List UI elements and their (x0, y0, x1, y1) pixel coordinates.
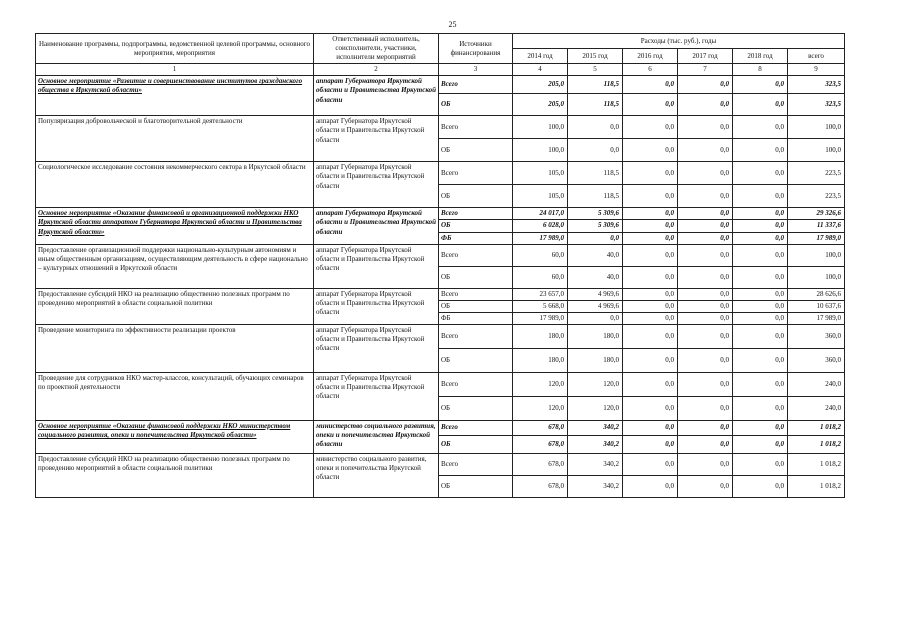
activity-row (36, 372, 845, 396)
expense-value: 340,2 (568, 475, 623, 497)
column-index-row (36, 64, 845, 76)
expense-value: 0,0 (733, 94, 788, 116)
expense-value: 118,5 (568, 94, 623, 116)
expense-value: 4 969,6 (568, 300, 623, 312)
expense-value: 205,0 (513, 76, 568, 94)
expense-value: 0,0 (678, 453, 733, 475)
expense-value: 5 309,6 (568, 220, 623, 232)
expense-value: 0,0 (623, 244, 678, 266)
expense-value: 0,0 (678, 475, 733, 497)
expense-value: 180,0 (513, 348, 568, 372)
expense-value: 0,0 (623, 372, 678, 396)
expense-total: 100,0 (788, 116, 845, 139)
activity-name: Основное мероприятие «Оказание финансовой и организационной поддержки НКО Иркутской области аппаратом Губернатора Иркутской области и Правительства Иркутской области» (36, 208, 314, 244)
funding-source: ОБ (439, 185, 513, 208)
funding-source: Всего (439, 453, 513, 475)
activity-executor: министерство социального развития, опеки и попечительства Иркутской области (314, 453, 439, 497)
activity-name: Популяризация добровольческой и благотворительной деятельности (36, 116, 314, 162)
funding-source: ОБ (439, 475, 513, 497)
funding-source: ФБ (439, 312, 513, 324)
expense-value: 0,0 (733, 232, 788, 244)
expense-value: 6 028,0 (513, 220, 568, 232)
expense-value: 678,0 (513, 435, 568, 453)
expense-value: 100,0 (513, 139, 568, 162)
activity-name: Проведение мониторинга по эффективности реализации проектов (36, 324, 314, 372)
expense-total: 323,5 (788, 76, 845, 94)
header-year: 2015 год (568, 49, 623, 64)
header-executor: Ответственный исполнитель, соисполнители, участники, исполнители мероприятий (314, 34, 439, 64)
expense-value: 0,0 (733, 300, 788, 312)
funding-source: ОБ (439, 266, 513, 288)
expense-value: 0,0 (623, 208, 678, 220)
expense-value: 0,0 (623, 185, 678, 208)
activity-name: Предоставление субсидий НКО на реализацию общественно полезных программ по проведению мероприятий в области социальной политики (36, 288, 314, 324)
expense-value: 17 989,0 (513, 232, 568, 244)
expense-value: 0,0 (678, 312, 733, 324)
expense-value: 0,0 (623, 475, 678, 497)
header-year: 2016 год (623, 49, 678, 64)
expense-value: 0,0 (623, 220, 678, 232)
expense-value: 0,0 (678, 220, 733, 232)
header-source: Источники финансирования (439, 34, 513, 64)
expense-value: 120,0 (568, 372, 623, 396)
activity-name: Проведение для сотрудников НКО мастер-классов, консультаций, обучающих семинаров по проектной деятельности (36, 372, 314, 420)
activity-executor: аппарат Губернатора Иркутской области и Правительства Иркутской области (314, 208, 439, 244)
expense-value: 678,0 (513, 475, 568, 497)
expense-value: 0,0 (733, 475, 788, 497)
column-index: 8 (733, 64, 788, 76)
header-total: всего (788, 49, 845, 64)
expense-value: 120,0 (513, 396, 568, 420)
expense-total: 223,5 (788, 185, 845, 208)
expense-value: 678,0 (513, 420, 568, 435)
expense-value: 678,0 (513, 453, 568, 475)
activity-name: Основное мероприятие «Оказание финансовой поддержки НКО министерством социального развития, опеки и попечительства Иркутской области» (36, 420, 314, 453)
funding-source: ОБ (439, 300, 513, 312)
expense-value: 0,0 (733, 435, 788, 453)
expense-value: 0,0 (623, 435, 678, 453)
expense-value: 180,0 (513, 324, 568, 348)
expense-total: 17 989,0 (788, 232, 845, 244)
expense-value: 0,0 (623, 420, 678, 435)
expense-value: 0,0 (623, 288, 678, 300)
expense-value: 100,0 (513, 116, 568, 139)
column-index: 5 (568, 64, 623, 76)
expense-value: 105,0 (513, 162, 568, 185)
funding-source: Всего (439, 324, 513, 348)
expense-value: 0,0 (733, 162, 788, 185)
funding-source: Всего (439, 76, 513, 94)
funding-source: Всего (439, 162, 513, 185)
expense-value: 0,0 (733, 139, 788, 162)
expense-total: 323,5 (788, 94, 845, 116)
expense-total: 100,0 (788, 139, 845, 162)
expense-value: 0,0 (678, 300, 733, 312)
expense-value: 0,0 (678, 185, 733, 208)
main-activity-row (36, 420, 845, 435)
expense-value: 0,0 (733, 324, 788, 348)
expense-total: 240,0 (788, 396, 845, 420)
expense-value: 0,0 (678, 94, 733, 116)
expense-value: 0,0 (733, 116, 788, 139)
column-index: 7 (678, 64, 733, 76)
activity-executor: министерство социального развития, опеки и попечительства Иркутской области (314, 420, 439, 453)
column-index: 3 (439, 64, 513, 76)
expense-value: 205,0 (513, 94, 568, 116)
header-year: 2014 год (513, 49, 568, 64)
expense-value: 5 309,6 (568, 208, 623, 220)
expense-value: 0,0 (733, 420, 788, 435)
expense-total: 11 337,6 (788, 220, 845, 232)
expense-value: 0,0 (733, 453, 788, 475)
header-year: 2018 год (733, 49, 788, 64)
expense-value: 0,0 (568, 139, 623, 162)
expense-value: 4 969,6 (568, 288, 623, 300)
activity-row (36, 162, 845, 185)
activity-row (36, 244, 845, 266)
expense-total: 223,5 (788, 162, 845, 185)
expense-value: 0,0 (623, 232, 678, 244)
funding-source: Всего (439, 116, 513, 139)
activity-row (36, 288, 845, 300)
column-index: 4 (513, 64, 568, 76)
expense-value: 0,0 (623, 324, 678, 348)
expense-value: 118,5 (568, 76, 623, 94)
expense-value: 0,0 (568, 116, 623, 139)
funding-source: ОБ (439, 396, 513, 420)
activity-name: Предоставление субсидий НКО на реализацию общественно полезных программ по проведению мероприятий в области социальной политики (36, 453, 314, 497)
column-index: 2 (314, 64, 439, 76)
expense-value: 0,0 (678, 232, 733, 244)
expense-value: 0,0 (678, 324, 733, 348)
activity-executor: аппарат Губернатора Иркутской области и Правительства Иркутской области (314, 372, 439, 420)
funding-source: ОБ (439, 348, 513, 372)
expense-value: 0,0 (568, 232, 623, 244)
expense-total: 1 018,2 (788, 420, 845, 435)
expense-value: 105,0 (513, 185, 568, 208)
expense-value: 0,0 (733, 185, 788, 208)
expense-value: 0,0 (623, 94, 678, 116)
expense-value: 0,0 (733, 244, 788, 266)
expense-value: 40,0 (568, 244, 623, 266)
activity-executor: аппарат Губернатора Иркутской области и Правительства Иркутской области (314, 162, 439, 208)
activity-executor: аппарат Губернатора Иркутской области и Правительства Иркутской области (314, 76, 439, 116)
expense-value: 0,0 (733, 312, 788, 324)
page-number: 25 (448, 20, 457, 29)
expense-value: 0,0 (678, 288, 733, 300)
expense-value: 0,0 (678, 435, 733, 453)
expenses-table (35, 33, 845, 498)
expense-value: 0,0 (623, 162, 678, 185)
activity-row (36, 324, 845, 348)
expense-value: 0,0 (678, 266, 733, 288)
expense-value: 340,2 (568, 420, 623, 435)
funding-source: ОБ (439, 435, 513, 453)
funding-source: Всего (439, 372, 513, 396)
expense-value: 0,0 (623, 396, 678, 420)
expense-total: 1 018,2 (788, 475, 845, 497)
expense-value: 0,0 (623, 116, 678, 139)
expense-value: 17 989,0 (513, 312, 568, 324)
funding-source: Всего (439, 208, 513, 220)
main-activity-row (36, 208, 845, 220)
expense-total: 240,0 (788, 372, 845, 396)
expense-value: 0,0 (623, 312, 678, 324)
expense-value: 0,0 (678, 396, 733, 420)
expense-total: 360,0 (788, 348, 845, 372)
expense-value: 0,0 (623, 266, 678, 288)
expense-value: 0,0 (733, 288, 788, 300)
funding-source: Всего (439, 244, 513, 266)
expense-total: 100,0 (788, 266, 845, 288)
column-index: 6 (623, 64, 678, 76)
expense-value: 0,0 (678, 348, 733, 372)
activity-row (36, 116, 845, 139)
expense-value: 118,5 (568, 185, 623, 208)
expense-value: 118,5 (568, 162, 623, 185)
activity-row (36, 453, 845, 475)
expense-value: 0,0 (678, 116, 733, 139)
expense-value: 0,0 (623, 76, 678, 94)
expense-value: 0,0 (678, 162, 733, 185)
funding-source: ОБ (439, 94, 513, 116)
expense-value: 0,0 (733, 76, 788, 94)
activity-executor: аппарат Губернатора Иркутской области и Правительства Иркутской области (314, 116, 439, 162)
column-index: 9 (788, 64, 845, 76)
expense-value: 0,0 (678, 76, 733, 94)
expense-value: 0,0 (733, 266, 788, 288)
expense-total: 1 018,2 (788, 453, 845, 475)
expense-value: 24 017,0 (513, 208, 568, 220)
expense-total: 10 637,6 (788, 300, 845, 312)
header-expenses: Расходы (тыс. руб.), годы (513, 34, 845, 49)
activity-executor: аппарат Губернатора Иркутской области и Правительства Иркутской области (314, 244, 439, 288)
expense-value: 0,0 (568, 312, 623, 324)
funding-source: ОБ (439, 220, 513, 232)
activity-executor: аппарат Губернатора Иркутской области и Правительства Иркутской области (314, 324, 439, 372)
expense-total: 360,0 (788, 324, 845, 348)
expense-value: 0,0 (678, 208, 733, 220)
expense-value: 0,0 (678, 139, 733, 162)
expense-value: 340,2 (568, 453, 623, 475)
expense-value: 23 657,0 (513, 288, 568, 300)
expense-value: 5 668,0 (513, 300, 568, 312)
expense-value: 120,0 (513, 372, 568, 396)
expense-value: 60,0 (513, 266, 568, 288)
expense-value: 0,0 (623, 453, 678, 475)
main-activity-row (36, 76, 845, 94)
expense-value: 0,0 (678, 244, 733, 266)
expense-value: 60,0 (513, 244, 568, 266)
expense-total: 17 989,0 (788, 312, 845, 324)
expense-total: 28 626,6 (788, 288, 845, 300)
expense-value: 120,0 (568, 396, 623, 420)
expense-value: 0,0 (678, 420, 733, 435)
expense-value: 0,0 (733, 348, 788, 372)
expense-value: 0,0 (678, 372, 733, 396)
column-index: 1 (36, 64, 314, 76)
activity-name: Предоставление организационной поддержки национально-культурным автономиям и иным общественным организациям, осуществляющим деятельность в сфере национально – культурных отношений в Иркутской области (36, 244, 314, 288)
activity-executor: аппарат Губернатора Иркутской области и Правительства Иркутской области (314, 288, 439, 324)
expense-value: 180,0 (568, 324, 623, 348)
expense-total: 100,0 (788, 244, 845, 266)
funding-source: Всего (439, 288, 513, 300)
expense-value: 0,0 (623, 139, 678, 162)
header-name: Наименование программы, подпрограммы, ведомственной целевой программы, основного мероприятия, мероприятия (36, 34, 314, 64)
expense-value: 0,0 (623, 300, 678, 312)
activity-name: Социологическое исследование состояния некоммерческого сектора в Иркутской области (36, 162, 314, 208)
expense-value: 0,0 (623, 348, 678, 372)
funding-source: ОБ (439, 139, 513, 162)
header-row (36, 34, 845, 49)
header-year: 2017 год (678, 49, 733, 64)
expense-value: 180,0 (568, 348, 623, 372)
expense-total: 29 326,6 (788, 208, 845, 220)
expense-value: 0,0 (733, 208, 788, 220)
expense-value: 40,0 (568, 266, 623, 288)
table-body (36, 76, 845, 498)
expense-value: 0,0 (733, 372, 788, 396)
funding-source: ФБ (439, 232, 513, 244)
expense-value: 340,2 (568, 435, 623, 453)
expense-total: 1 018,2 (788, 435, 845, 453)
expense-value: 0,0 (733, 396, 788, 420)
expense-value: 0,0 (733, 220, 788, 232)
funding-source: Всего (439, 420, 513, 435)
activity-name: Основное мероприятие «Развитие и совершенствование институтов гражданского общества в Иркутской области» (36, 76, 314, 116)
